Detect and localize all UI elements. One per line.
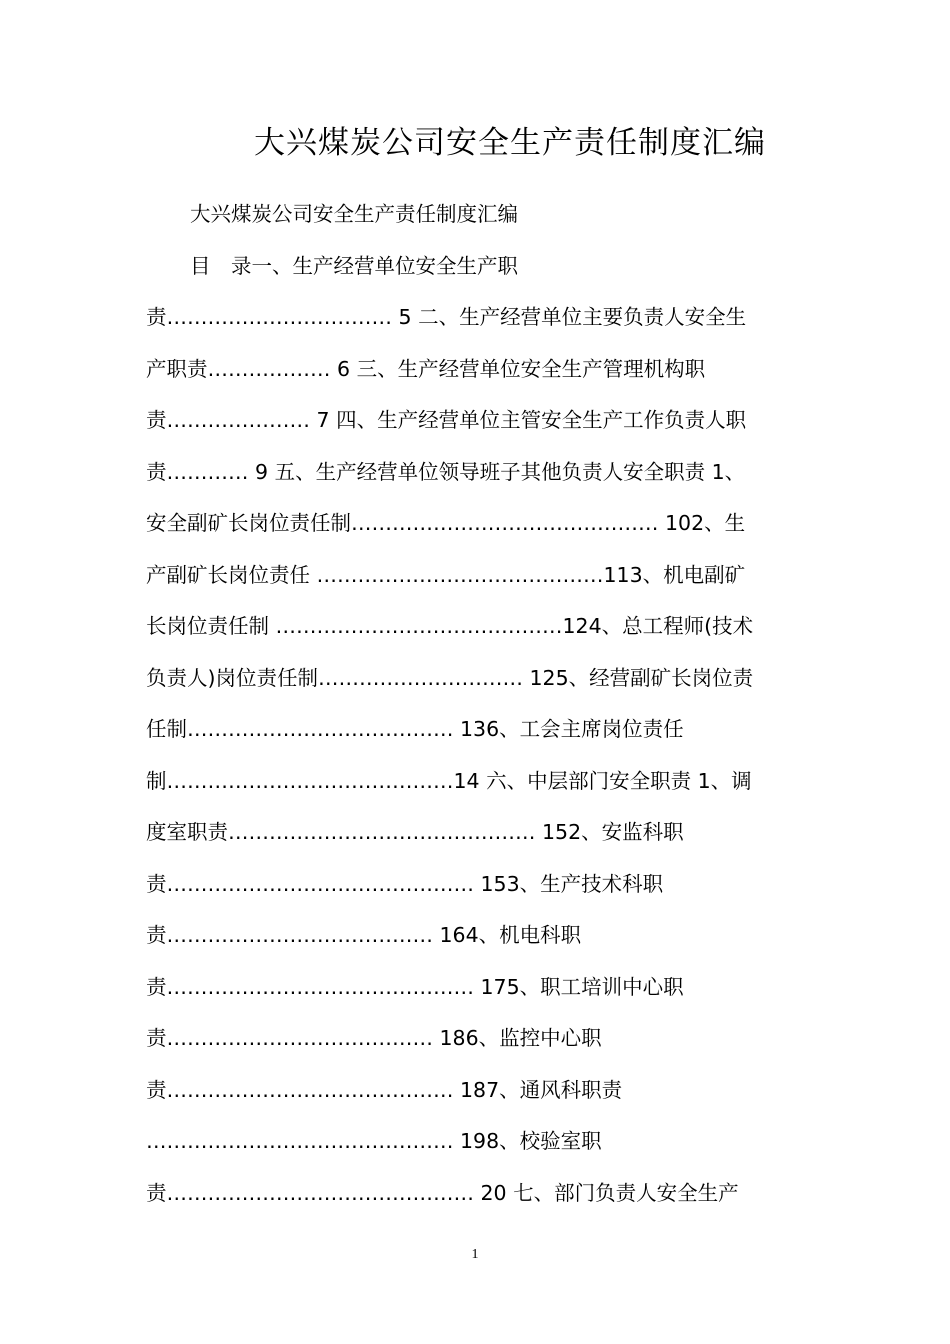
toc-line: 安全副矿长岗位责任制……………………………………… 102、生 bbox=[146, 511, 746, 535]
toc-line: 长岗位责任制 ……………………………………124、总工程师(技术 bbox=[146, 614, 754, 638]
toc-line: 责……………………………………… 175、职工培训中心职 bbox=[146, 975, 684, 999]
toc-line: 任制………………………………… 136、工会主席岗位责任 bbox=[146, 717, 684, 741]
toc-line: 责………… 9 五、生产经营单位领导班子其他负责人安全职责 1、 bbox=[146, 460, 746, 484]
toc-line: ……………………………………… 198、校验室职 bbox=[146, 1129, 602, 1153]
toc-line: 度室职责……………………………………… 152、安监科职 bbox=[146, 820, 684, 844]
toc-line: 制……………………………………14 六、中层部门安全职责 1、调 bbox=[146, 769, 752, 793]
page-number: 1 bbox=[471, 1247, 479, 1262]
toc-line: 产副矿长岗位责任 ……………………………………113、机电副矿 bbox=[146, 563, 746, 587]
document-subtitle: 大兴煤炭公司安全生产责任制度汇编 bbox=[190, 202, 518, 226]
document-title: 大兴煤炭公司安全生产责任制度汇编 bbox=[254, 125, 766, 161]
toc-line: 责………………………………… 186、监控中心职 bbox=[146, 1026, 602, 1050]
toc-line: 责……………………………………… 153、生产技术科职 bbox=[146, 872, 664, 896]
toc-line: 责…………………………………… 187、通风科职责 bbox=[146, 1078, 623, 1102]
toc-line: 责…………………………… 5 二、生产经营单位主要负责人安全生 bbox=[146, 305, 747, 329]
toc-line: 责………………………………… 164、机电科职 bbox=[146, 923, 582, 947]
toc-line: 目 录一、生产经营单位安全生产职 bbox=[190, 254, 518, 278]
toc-line: 产职责……………… 6 三、生产经营单位安全生产管理机构职 bbox=[146, 357, 706, 381]
toc-line: 负责人)岗位责任制………………………… 125、经营副矿长岗位责 bbox=[146, 666, 754, 690]
toc-line: 责………………… 7 四、生产经营单位主管安全生产工作负责人职 bbox=[146, 408, 747, 432]
toc-line: 责……………………………………… 20 七、部门负责人安全生产 bbox=[146, 1181, 739, 1205]
